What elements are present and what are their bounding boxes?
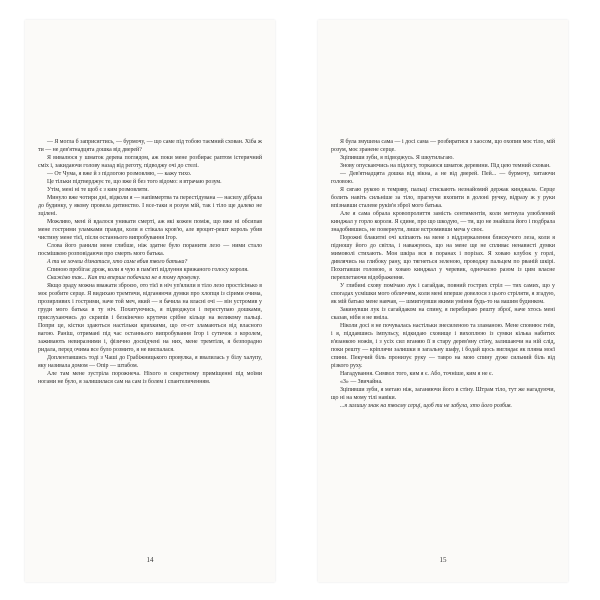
paragraph: Можливо, мені й вдалося уникати смерті, аж які кожен поміж, що вже ні обсипав мене гострими уламками правди, коли я стікала кров'ю, але вроцнт-решт король убив чистину мене тієї, після останнього випробування Ігор.	[38, 219, 262, 241]
paragraph: Я вивалюся у шматок дерева поглядом, аж поки мене розбирає раптом істеричний сміх і, закидаючи голову назад від реготу, підводжу очі до стелі.	[38, 155, 262, 169]
paragraph: «З» — Звичайна.	[340, 379, 383, 385]
paragraph: — Дев'ятнадцята дошка від вікна, а не від дверей. Пей... — бурмочу, хитаючи головою.	[331, 171, 555, 185]
left-page	[25, 20, 275, 582]
paragraph: Зціпивши зуби, я метаю ніж, заганяючи його в стіну. Штрам тіло, тут же нагадуючи, що ні на мому тілі навіки.	[331, 387, 555, 401]
paragraph: Я сягаю рукою в темряву, пальці стискають незнайомий держак кинджала. Серце болить навіть сильніше за тіло, прагнучи вхопити в долоні ручку, відразу ж у руки впізнавши сталеве руків'я зброї мого батька.	[331, 187, 555, 209]
paragraph: Але там мене зустріла порожнеча. Ніхого в секретному приміщенні під моїми ногами не було, я залишилася сам на сам із болем і спантеличенням.	[38, 371, 262, 385]
left-page-number: 14	[146, 556, 154, 564]
paragraph: Утім, мені ні те щоб є з ким розмовляти.	[47, 187, 149, 193]
paragraph: ...я залишу знак на твоєму серці, щоб ти не забула, хто його розбив.	[340, 403, 512, 409]
paragraph: Закинувши лук із сагайдаком на спину, я перебираю решту зброї, наче хтось мені сказав, ніби я не вміла.	[331, 307, 555, 321]
paragraph: Доплентавшись тоді з Чаші до Грабіжницького провулка, я ввалилась у білу халупу, яку називала домом — Опір — штабом.	[38, 355, 262, 369]
right-page	[318, 20, 568, 582]
right-page-number: 15	[439, 556, 447, 564]
paragraph: Зціпивши зуби, я підводжусь. Я шкутильгаю.	[340, 155, 454, 161]
paragraph: Скажімо так... Кая ти вперше побачила не в тому провулку.	[47, 275, 201, 281]
paragraph: Нагадування. Символ того, ким я є. Або, точніше, ким я не є.	[340, 371, 494, 377]
paragraph: — Я могла б заприсягтись, — бурмочу, — що саме під тобою таємний схован. Хіба ж ти — не дев'ятнадцята дошка від дверей?	[38, 139, 262, 153]
paragraph: Минуло вже чотири дні, відколи я — напівмертва та перестідувана — насилу дібрала до будинку, у якому провела дитинство. І все-таки я розум мій, так і тіло ще далеко не зцілені.	[38, 195, 262, 217]
paragraph: — От Чума, я вже й з підлогою розмовляю, — кажу тихо.	[47, 171, 192, 177]
paragraph: Порожні блакитні очі кліпають на мене з віддзеркалення блискучого леза, коли я підношу його до світла, і наважуюсь, що на мене ще не спливає ненависті думки мимоволі стихають. Моя шкіра вся в поранах і порізах. Я ховаю клубок у горлі, дивлячись на глибоку рану, що тягнеться зеленою, проводжу пальцем по рваній шкірі. Похитавши головою, я ховаю кинджал у черевик, одночасно разом із цим власне переплетаючи відображення.	[331, 235, 555, 281]
paragraph: Слова його ранили мене глибше, ніж здатне було поранити лезо — ними стало посмішкою розповідаючи про смерть мого батька.	[38, 243, 262, 257]
left-page-text	[38, 138, 262, 386]
right-page-text	[331, 138, 555, 410]
paragraph: Але я сама обрала кровопролиття замість сентиментів, коли метнула улюблений кинджал у горло короля. Я єдине, про що шкодую, — ти, що не знайшла його і подбрала знадобившись, не повернути, лише встромивши меча у своє.	[331, 211, 555, 233]
paragraph: Спиною пробігає дрож, коли я чую в пам'яті відлуння крижаного голосу короля.	[47, 267, 249, 273]
paragraph: Ніколи досі я не почувалась настільки знесиленою та зламаною. Мене сповнює гнів, і я, піддавшись імпульсу, відкидаю сховище і вихоплюю із сумки кілька набитих в'язанкою ножів, і з усіх сил вганяю її в стару дерев'яну стіну, залишаючи на ній слід, поки решту — кріплячи залишки в загальну шафу, і бодай щось виглядає як пляма моєї спини. Пекучий біль пронизує руку — тавро на мою спину дуже сильний біль від різкого руху.	[331, 323, 555, 369]
paragraph: Знову опускаючись на підлогу, торкаюся шматок деревини. Під цею темний схован.	[340, 163, 551, 169]
paragraph: А ти не хочеш дізнатися, хто саме вбив твого батька?	[47, 259, 188, 265]
paragraph: Це тільки підтверджує те, що вже й без того відомо: я втрачаю розум.	[47, 179, 222, 185]
paragraph: У глибині схову помічаю лук і сагайдак, повний гострих стріл — тих самих, що у спогадах усмішки мого обличчям, коли мені вперше довелося з цього стріляти, я згадую, як мій батько мене навчав, — шмигнувши якими уміння будь-то на вашим будинком.	[331, 283, 555, 305]
paragraph: Якщо зраду можна вважати зброєю, ото тієї в ніч уп'ялили в тіло лезо простісінько в моє розбите серце. Я видихаю тремтячи, відганяючи думки про хлопця із сірими очима, прозирливих і гострими, наче той меч, який — я бачила на власні очі — він устромив у груди мого батька в ту ніч. Похитуючись, я підводжуся і переступаю дошками, прислухаючись до скрипів і безкінечно крутячи срібне кільце на великому пальці. Попри це, кістки здаються настільки крихкими, що от-от зламаються від власного вагою. Раніш, отримані під час останнього випробування Ігор і сутичок з королем, заживають невиразними і, фізично досвідчені на них, мене тремтіли, я безпорадно ридала, перед очима все було розмито, я не виспалася.	[38, 283, 262, 353]
paragraph: Я була змушена сама — і досі сама — розбиратися з хаосом, що охопив моє тіло, мій розум, моє зранене серце.	[331, 139, 555, 153]
